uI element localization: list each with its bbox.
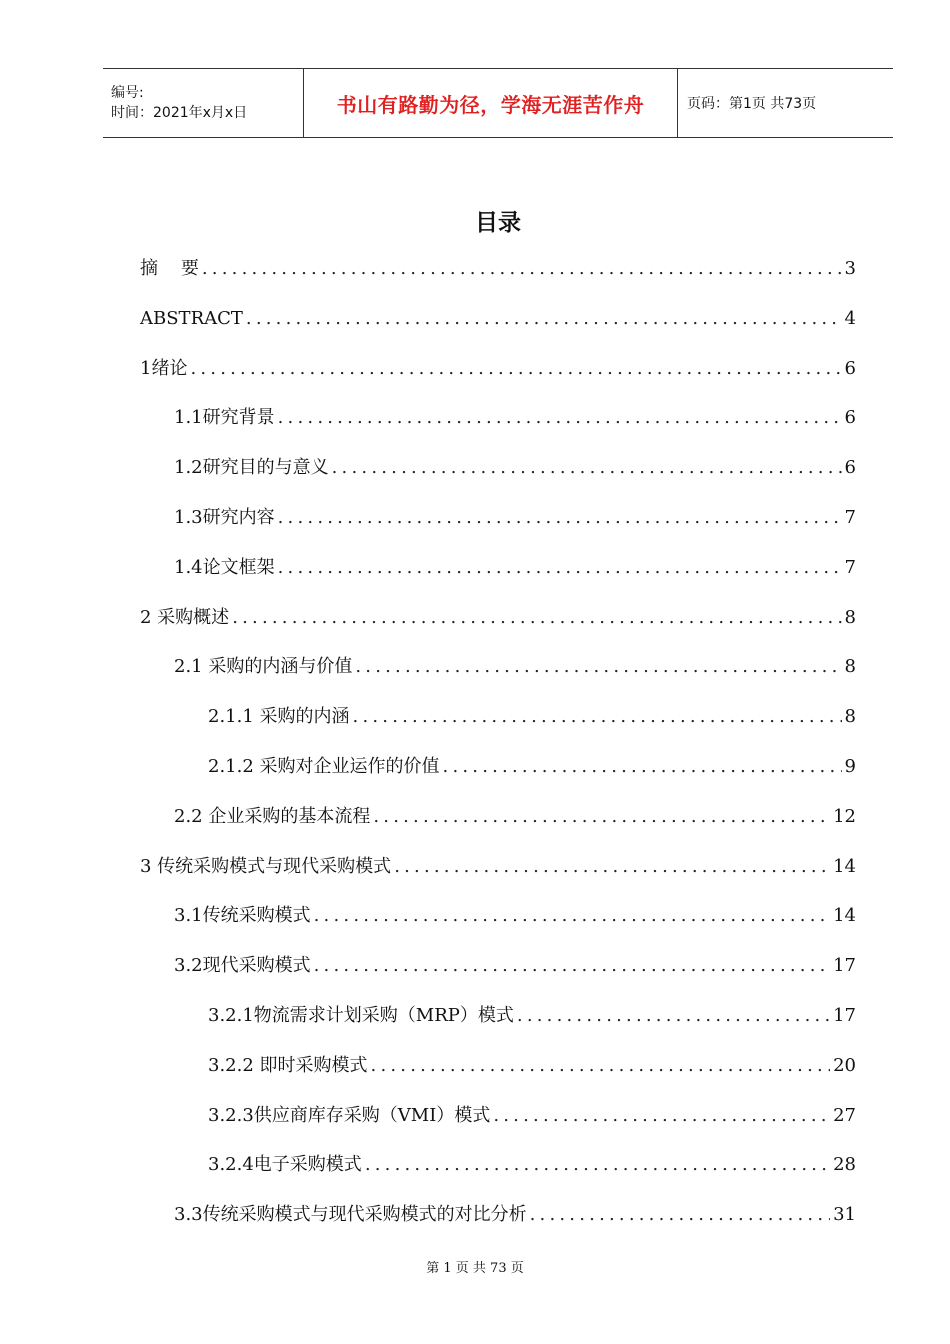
toc-entry[interactable] (208, 1146, 856, 1176)
toc-entry[interactable] (140, 848, 856, 878)
toc-dot-leader (373, 806, 830, 828)
toc-dot-leader (232, 607, 841, 629)
toc-entry-label: 3.2现代采购模式 (174, 955, 311, 977)
toc-dot-leader (443, 756, 842, 778)
toc-dot-leader (394, 856, 830, 878)
toc-dot-leader (530, 1204, 830, 1226)
toc-entry[interactable] (140, 350, 856, 380)
toc-entry-label: 3.2.3供应商库存采购（VMI）模式 (208, 1104, 491, 1126)
page-footer: 第 1 页 共 73 页 (426, 1261, 524, 1276)
toc-dot-leader (278, 407, 842, 429)
toc-dot-leader (314, 905, 830, 927)
toc-entry[interactable] (174, 549, 856, 579)
toc-entry-page: 27 (833, 1104, 856, 1126)
toc-dot-leader (278, 507, 842, 529)
motto-text: 书山有路勤为径，学海无涯苦作舟 (336, 92, 645, 117)
toc-entry-label: 2 采购概述 (140, 606, 230, 628)
toc-entry-page: 17 (833, 955, 856, 977)
toc-entry-page: 6 (844, 457, 856, 479)
toc-entry-page: 17 (833, 1005, 856, 1026)
toc-entry[interactable] (174, 1196, 856, 1226)
toc-entry-page: 20 (833, 1054, 856, 1076)
toc-dot-leader (202, 258, 842, 280)
toc-entry-page: 12 (833, 805, 856, 827)
toc-entry-label: 2.1.2 采购对企业运作的价值 (208, 756, 440, 777)
toc-entry-label: 摘 要 (140, 258, 199, 279)
toc-entry-label: 1.3研究内容 (174, 507, 275, 528)
toc-entry[interactable] (140, 250, 856, 280)
toc-entry-page: 31 (833, 1204, 856, 1226)
toc-entry-label: 1.1研究背景 (174, 407, 275, 429)
toc-entry-label: 1绪论 (140, 357, 188, 379)
toc-entry-label: 1.2研究目的与意义 (174, 457, 329, 479)
toc-entry[interactable] (140, 300, 856, 330)
toc-entry-label: 2.2 企业采购的基本流程 (174, 805, 371, 827)
toc-entry-page: 7 (844, 507, 856, 528)
toc-entry-page: 8 (844, 706, 856, 728)
toc-entry-label: 3.2.1物流需求计划采购（MRP）模式 (208, 1005, 514, 1026)
toc-entry[interactable] (208, 698, 856, 728)
header-page-info (678, 69, 893, 137)
toc-entry-page: 28 (833, 1154, 856, 1176)
toc-entry[interactable] (174, 449, 856, 479)
header-motto-cell (303, 69, 678, 137)
toc-dot-leader (314, 955, 830, 977)
toc-entry-label: 3.1传统采购模式 (174, 905, 311, 927)
toc-entry-label: 2.1 采购的内涵与价值 (174, 656, 353, 678)
toc-entry-label: 3.3传统采购模式与现代采购模式的对比分析 (174, 1204, 527, 1226)
toc-entry[interactable] (208, 1047, 856, 1077)
toc-entry[interactable] (174, 947, 856, 977)
toc-dot-leader (365, 1154, 830, 1176)
toc-dot-leader (355, 656, 841, 678)
toc-entry-page: 8 (844, 656, 856, 678)
header-meta (103, 69, 303, 137)
toc-entry-label: 3.2.4电子采购模式 (208, 1154, 362, 1176)
toc-dot-leader (332, 457, 842, 479)
toc-dot-leader (246, 308, 842, 330)
page-header (103, 68, 893, 138)
toc-entry-label: ABSTRACT (140, 307, 243, 329)
toc-entry-page: 14 (833, 905, 856, 927)
toc-entry[interactable] (174, 399, 856, 429)
toc-entry[interactable] (208, 997, 856, 1027)
toc-dot-leader (493, 1105, 830, 1127)
toc-entry-label: 1.4论文框架 (174, 556, 275, 578)
toc-title: 目录 (475, 210, 521, 236)
toc-entry-page: 7 (844, 556, 856, 578)
toc-entry-label: 3 传统采购模式与现代采购模式 (140, 855, 392, 877)
toc-entry[interactable] (174, 648, 856, 678)
toc-entry[interactable] (174, 499, 856, 529)
number-label: 编号: (111, 85, 144, 101)
toc-dot-leader (190, 358, 841, 380)
toc-entry[interactable] (174, 897, 856, 927)
toc-dot-leader (353, 706, 842, 728)
toc-entry[interactable] (208, 1097, 856, 1127)
toc-entry[interactable] (140, 599, 856, 629)
toc-dot-leader (517, 1005, 830, 1027)
toc-entry-page: 14 (833, 855, 856, 877)
time-label: 时间：2021年x月x日 (111, 105, 248, 121)
toc-entry[interactable] (208, 748, 856, 778)
toc-entry-label: 3.2.2 即时采购模式 (208, 1054, 368, 1076)
toc-entry-page: 4 (844, 307, 856, 329)
toc-dot-leader (371, 1055, 831, 1077)
page-info-text: 页码：第1页 共73页 (687, 96, 817, 112)
toc-entry-page: 8 (844, 606, 856, 628)
toc-entry-page: 6 (844, 407, 856, 429)
toc-entry-page: 6 (844, 357, 856, 379)
toc-entry-label: 2.1.1 采购的内涵 (208, 706, 350, 728)
toc-entry-page: 3 (844, 258, 856, 279)
toc-entry-page: 9 (844, 756, 856, 777)
toc-dot-leader (278, 557, 842, 579)
toc-entry[interactable] (174, 798, 856, 828)
